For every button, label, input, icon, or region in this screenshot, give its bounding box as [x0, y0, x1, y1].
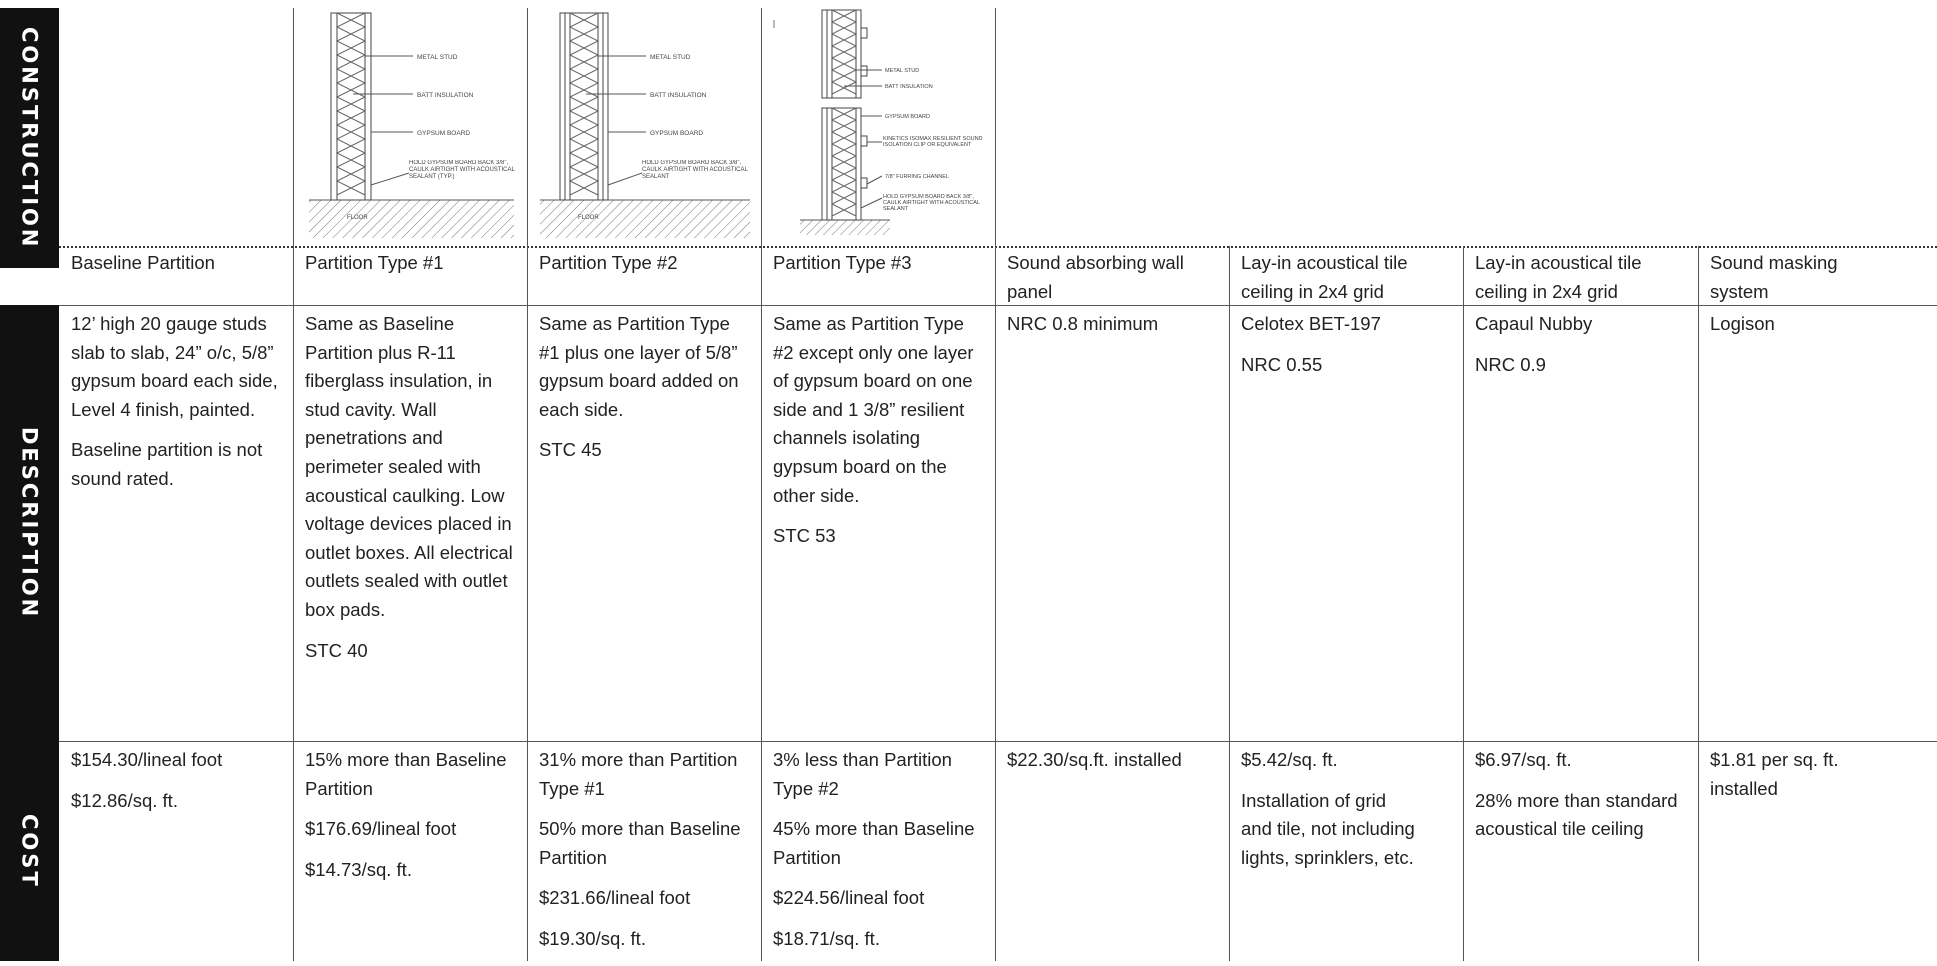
- description-text: Logison: [1710, 313, 1775, 334]
- cost-sound-masking-system: [1699, 746, 1937, 815]
- cost-text: $14.73/sq. ft.: [305, 858, 412, 880]
- cost-lay-in-tile-ceiling-celotex: [1230, 746, 1463, 884]
- cost-text: $6.97/sq. ft.: [1475, 749, 1572, 770]
- description-partition-type-3: [762, 310, 995, 563]
- cost-text: $19.30/sq. ft.: [539, 927, 646, 949]
- column-divider: [995, 8, 996, 961]
- cost-text: $12.86/sq. ft.: [71, 789, 178, 811]
- cost-label: COST: [17, 813, 42, 889]
- cost-section-header: [0, 741, 59, 961]
- cost-text: 50% more than Baseline Partition: [539, 818, 741, 868]
- cost-text: $18.71/sq. ft.: [773, 927, 880, 949]
- cost-text: $154.30/lineal foot: [71, 749, 223, 770]
- drawing-label: HOLD GYPSUM BOARD BACK 3/8", CAULK AIRTIGHT WITH ACOUSTICAL SEALANT (TYP.): [409, 160, 515, 180]
- cost-sound-absorbing-wall-panel: [996, 746, 1229, 787]
- construction-label: CONSTRUCTION: [17, 26, 42, 250]
- construction-divider: [59, 246, 1937, 248]
- column-divider: [1698, 246, 1699, 961]
- cost-baseline-partition: [60, 746, 293, 827]
- drawing-label: METAL STUD: [417, 54, 458, 61]
- description-text: NRC 0.9: [1475, 353, 1546, 375]
- column-name-sound-absorbing-wall-panel: Sound absorbing wall panel: [1007, 252, 1184, 302]
- description-text: STC 53: [773, 525, 836, 547]
- description-text: STC 40: [305, 639, 368, 661]
- description-baseline-partition: [60, 310, 293, 506]
- description-text: Celotex BET-197: [1241, 313, 1381, 334]
- description-lay-in-tile-ceiling-celotex: [1230, 310, 1463, 391]
- description-text: NRC 0.55: [1241, 353, 1323, 375]
- cost-text: $5.42/sq. ft.: [1241, 749, 1338, 770]
- drawing-label: BATT INSULATION: [650, 92, 707, 99]
- drawing-label: KINETICS ISOMAX RESILIENT SOUND ISOLATION CLIP OR EQUIVALENT: [883, 136, 983, 148]
- cost-text: Installation of grid and tile, not including lights, sprinklers, etc.: [1241, 789, 1415, 868]
- drawing-label: GYPSUM BOARD: [650, 130, 704, 137]
- description-text: Same as Baseline Partition plus R-11 fiberglass insulation, in stud cavity. Wall penetrations and perimeter sealed with acoustical caulking. Low voltage devices placed in outlet boxes. All electrical outlets sealed with outlet box pads.: [305, 313, 513, 620]
- description-sound-masking-system: [1699, 310, 1937, 351]
- cost-text: 28% more than standard acoustical tile ceiling: [1475, 789, 1678, 840]
- column-name-baseline-partition: Baseline Partition: [71, 252, 215, 273]
- cost-partition-type-2: [528, 746, 761, 966]
- description-text: 12’ high 20 gauge studs slab to slab, 24” o/c, 5/8” gypsum board each side, Level 4 finish, painted.: [71, 313, 278, 420]
- drawing-label: METAL STUD: [885, 68, 920, 74]
- cost-text: 3% less than Partition Type #2: [773, 749, 952, 799]
- drawing-label: GYPSUM BOARD: [885, 114, 930, 120]
- description-label: DESCRIPTION: [17, 426, 42, 620]
- drawing-label: GYPSUM BOARD: [417, 130, 471, 137]
- drawing-label: BATT INSULATION: [417, 92, 474, 99]
- cost-text: 31% more than Partition Type #1: [539, 749, 738, 799]
- partition-type-3-section-drawing: [770, 8, 990, 240]
- description-text: Capaul Nubby: [1475, 313, 1593, 334]
- description-text: STC 45: [539, 439, 602, 461]
- description-sound-absorbing-wall-panel: [996, 310, 1229, 351]
- cost-text: $1.81 per sq. ft. installed: [1710, 749, 1839, 799]
- cost-text: $231.66/lineal foot: [539, 887, 691, 909]
- construction-section-header: [0, 8, 59, 268]
- column-name-lay-in-tile-ceiling-celotex: Lay-in acoustical tile ceiling in 2x4 grid: [1241, 252, 1408, 302]
- cost-lay-in-tile-ceiling-capaul: [1464, 746, 1698, 856]
- partition-type-2-section-drawing: [538, 8, 753, 240]
- cost-row-divider: [59, 741, 1937, 742]
- drawing-label: HOLD GYPSUM BOARD BACK 3/8", CAULK AIRTIGHT WITH ACOUSTICAL SEALANT: [883, 194, 980, 212]
- cost-text: $176.69/lineal foot: [305, 818, 457, 840]
- drawing-label: 7/8" FURRING CHANNEL: [885, 174, 949, 180]
- cost-text: $22.30/sq.ft. installed: [1007, 749, 1182, 770]
- column-name-lay-in-tile-ceiling-capaul: Lay-in acoustical tile ceiling in 2x4 grid: [1475, 252, 1642, 302]
- cost-text: 15% more than Baseline Partition: [305, 749, 507, 799]
- cost-text: $224.56/lineal foot: [773, 887, 925, 909]
- column-name-partition-type-2: Partition Type #2: [539, 252, 678, 273]
- cost-text: 45% more than Baseline Partition: [773, 818, 975, 868]
- column-name-sound-masking-system: Sound masking system: [1710, 252, 1838, 302]
- description-lay-in-tile-ceiling-capaul: [1464, 310, 1698, 391]
- description-section-header: [0, 305, 59, 741]
- description-text: NRC 0.8 minimum: [1007, 313, 1159, 334]
- description-text: Same as Partition Type #1 plus one layer of 5/8” gypsum board added on each side.: [539, 313, 739, 420]
- drawing-label: BATT INSULATION: [885, 84, 933, 90]
- column-name-partition-type-1: Partition Type #1: [305, 252, 444, 273]
- drawing-floor-label: FLOOR: [347, 215, 368, 221]
- drawing-label: METAL STUD: [650, 54, 691, 61]
- cost-partition-type-3: [762, 746, 995, 966]
- drawing-label: HOLD GYPSUM BOARD BACK 3/8", CAULK AIRTIGHT WITH ACOUSTICAL SEALANT: [642, 160, 748, 180]
- partition-type-1-section-drawing: [305, 8, 520, 240]
- cost-partition-type-1: [294, 746, 527, 896]
- description-partition-type-1: [294, 310, 527, 677]
- drawing-floor-label: FLOOR: [578, 215, 599, 221]
- column-name-partition-type-3: Partition Type #3: [773, 252, 912, 273]
- description-text: Baseline partition is not sound rated.: [71, 439, 263, 489]
- description-text: Same as Partition Type #2 except only one layer of gypsum board on one side and 1 3/8” resilient channels isolating gypsum board on the other side.: [773, 313, 974, 506]
- description-partition-type-2: [528, 310, 761, 477]
